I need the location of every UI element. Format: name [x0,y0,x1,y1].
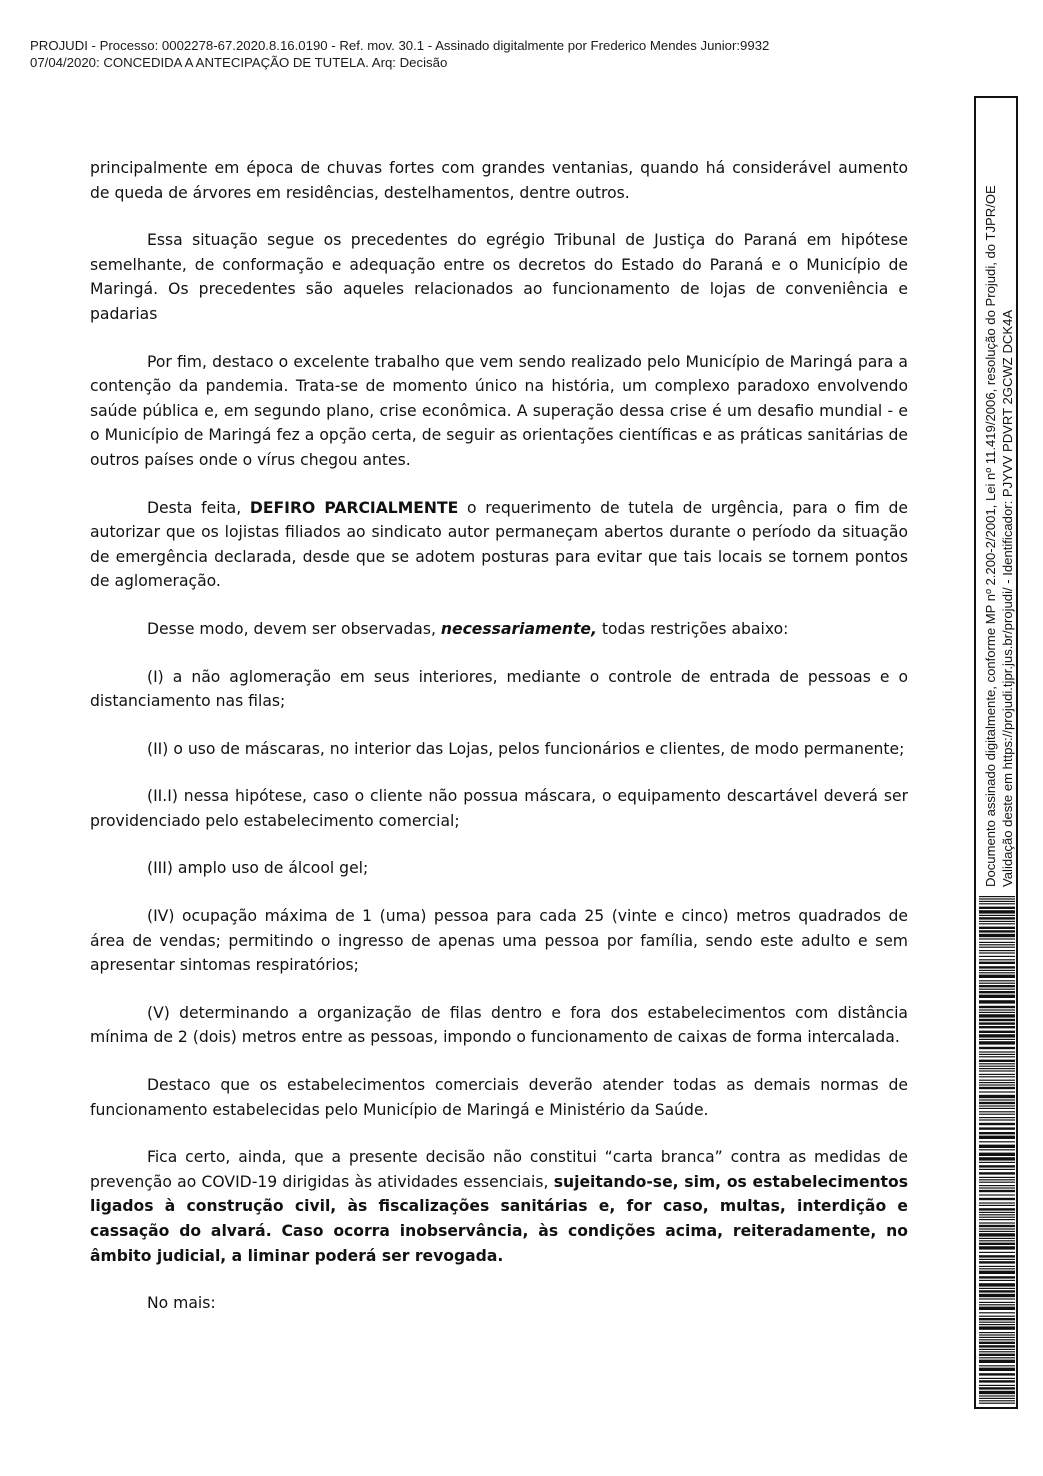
paragraph-restrictions-intro [90,617,908,642]
header-line-2: 07/04/2020: CONCEDIDA A ANTECIPAÇÃO DE TUTELA. Arq: Decisão [30,55,448,70]
ruling-decision: DEFIRO PARCIALMENTE [249,498,459,517]
restriction-item: (II) o uso de máscaras, no interior das Lojas, pelos funcionários e clientes, de modo permanente; [147,739,905,758]
restriction-item: (II.I) nessa hipótese, caso o cliente não possua máscara, o equipamento descartável deverá ser providenciado pelo estabelecimento comercial; [90,787,908,830]
paragraph-ruling [90,496,908,594]
signature-stamp-line-1: Documento assinado digitalmente, conforme MP nº 2.200-2/2001, Lei nº 11.419/2006, resolução do Projudi, do TJPR/OE [983,185,998,887]
warning-text-start: Fica certo, ainda, que a presente decisão não constitui “carta branca” contra as medidas de prevenção ao COVID-19 dirigidas às atividades essenciais, [90,1148,908,1191]
warning-bold: sujeitando-se, sim, os estabelecimentos ligados à construção civil, às fiscalizações sanitárias e, for caso, multas, interdição e cassação do alvará. Caso ocorra inobservância, às condições acima, reiteradamente, no âmbito judicial, a liminar poderá ser revogada. [90,1172,908,1265]
ruling-text-end: o requerimento de tutela de urgência, para o fim de autorizar que os lojistas filiados ao sindicato autor permaneçam abertos durante o período da situação de emergência declarada, desde que se adotem posturas para evitar que tais locais se tornem pontos de aglomeração. [90,498,908,591]
signature-stamp-text [982,185,1016,887]
paragraph-warning [90,1145,908,1268]
restrictions-intro-end: todas restrições abaixo: [596,619,789,638]
restriction-item: (IV) ocupação máxima de 1 (uma) pessoa para cada 25 (vinte e cinco) metros quadrados de área de vendas; permitindo o ingresso de apenas uma pessoa por família, sendo este adulto e sem apresentar sintomas respiratórios; [90,907,908,975]
digital-signature-stamp [974,96,1018,1409]
restriction-item: (III) amplo uso de álcool gel; [147,859,369,878]
paragraph-closing: No mais: [147,1294,216,1313]
paragraph-precedents: Essa situação segue os precedentes do egrégio Tribunal de Justiça do Paraná em hipótese semelhante, de conformação e adequação entre os decretos do Estado do Paraná e o Município de Maringá. Os precedentes são aqueles relacionados ao funcionamento de lojas de conveniência e padarias [90,231,908,323]
paragraph-norms: Destaco que os estabelecimentos comerciais deverão atender todas as demais normas de funcionamento estabelecidas pelo Município de Maringá e Ministério da Saúde. [90,1076,908,1119]
restrictions-intro-start: Desse modo, devem ser observadas, [147,619,441,638]
signature-stamp-line-2: Validação deste em https://projudi.tjpr.jus.br/projudi/ - Identificador: PJYVV PDVRT 2GCWZ DCK4A [1000,309,1015,887]
paragraph-continuation: principalmente em época de chuvas fortes com grandes ventanias, quando há considerável aumento de queda de árvores em residências, destelhamentos, dentre outros. [90,159,908,202]
ruling-text-start: Desta feita, [147,498,250,517]
restriction-item: (V) determinando a organização de filas dentro e fora dos estabelecimentos com distância mínima de 2 (dois) metros entre as pessoas, impondo o funcionamento de caixas de forma intercalada. [90,1003,908,1047]
restriction-item: (I) a não aglomeração em seus interiores, mediante o controle de entrada de pessoas e o distanciamento nas filas; [90,667,908,711]
document-header [30,37,930,71]
document-body [90,156,908,1339]
barcode-icon [979,896,1015,1404]
paragraph-acknowledgement: Por fim, destaco o excelente trabalho que vem sendo realizado pelo Município de Maringá para a contenção da pandemia. Trata-se de momento único na história, um complexo paradoxo envolvendo saúde pública e, em segundo plano, crise econômica. A superação dessa crise é um desafio mundial - e o Município de Maringá fez a opção certa, de seguir as orientações científicas e as práticas sanitárias de outros países onde o vírus chegou antes. [90,352,908,469]
header-line-1: PROJUDI - Processo: 0002278-67.2020.8.16.0190 - Ref. mov. 30.1 - Assinado digitalmente por Frederico Mendes Junior:9932 [30,38,770,53]
restrictions-emphasis: necessariamente, [440,619,597,638]
